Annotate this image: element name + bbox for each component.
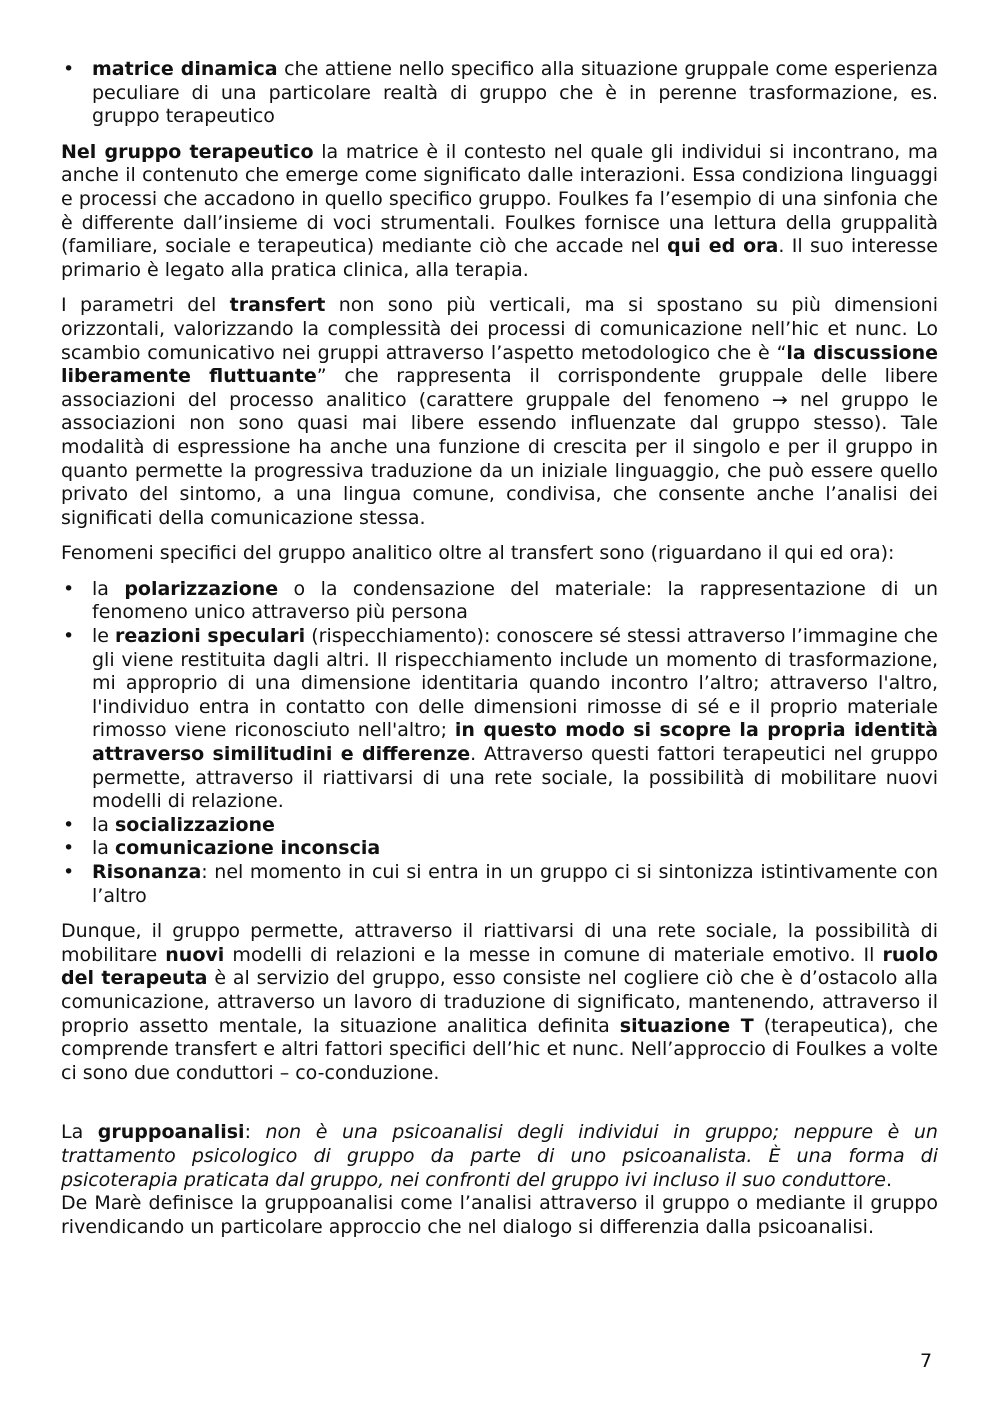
term-identita: in questo modo si scopre la propria identità attraverso similitudini e differenze xyxy=(92,719,938,766)
page-number: 7 xyxy=(920,1350,933,1372)
paragraph-text: modelli di relazioni e la messe in comune di materiale emotivo. Il xyxy=(224,943,883,966)
paragraph-text: non sono più verticali, ma si spostano su più dimensioni orizzontali, valorizzando la complessità dei processi di comunicazione nell’hic et nunc. Lo scambio comunicativo nei gruppi attraverso l’aspetto metodologico che è “ xyxy=(61,294,938,364)
list-item-text: la xyxy=(92,837,115,860)
list-item xyxy=(61,58,938,129)
list-item xyxy=(61,837,938,861)
list-item-text: che attiene nello specifico alla situazione gruppale come esperienza peculiare di una particolare realtà di gruppo che è in perenne trasformazione, es. gruppo terapeutico xyxy=(92,58,938,128)
paragraph-text: la matrice è il contesto nel quale gli individui si incontrano, ma anche il contenuto che emerge come significato dalle interazioni. Essa condiziona linguaggi e processi che accadono in quello specifico gruppo. Foulkes fa l’esempio di una sinfonia che è differente dall’insieme di voci strumentali. Foulkes fornisce una lettura della gruppalità (familiare, sociale e terapeutica) mediante ciò che accade nel xyxy=(61,140,938,258)
list-item-text: (rispecchiamento): conoscere sé stessi attraverso l’immagine che gli viene restituita dagli altri. Il rispecchiamento include un momento di trasformazione, mi approprio di una dimensione identitaria quando incontro l’altro; attraverso l'altro, l'individuo entra in contatto con delle dimensioni rimosse di sé e il proprio materiale rimosso viene riconosciuto nell'altro; xyxy=(92,625,938,742)
paragraph-de-mare: De Marè definisce la gruppoanalisi come l’analisi attraverso il gruppo o mediante il gruppo rivendicando un particolare approccio che nel dialogo si differenzia dalla psicoanalisi. xyxy=(61,1192,938,1238)
list-item-text: la xyxy=(92,577,125,600)
quote-definition: non è una psicoanalisi degli individui in gruppo; neppure è un trattamento psicologico di gruppo da parte di uno psicoanalista. È una forma di psicoterapia praticata dal gruppo, nei confronti del gruppo ivi incluso il suo conduttore xyxy=(61,1121,938,1191)
matrix-bullet-list xyxy=(61,58,938,129)
paragraph-text: Dunque, il gruppo permette, attraverso il riattivarsi di una rete sociale, la possibilità di mobilitare xyxy=(61,920,938,966)
paragraph-gruppo-terapeutico xyxy=(61,141,938,283)
term-polarizzazione: polarizzazione xyxy=(124,577,279,600)
phenomena-bullet-list xyxy=(61,578,938,908)
term-socializzazione: socializzazione xyxy=(114,813,275,836)
paragraph-text: è al servizio del gruppo, esso consiste nel cogliere ciò che è d’ostacolo alla comunicazione, attraverso un lavoro di traduzione di significato, mantenendo, attraverso il proprio assetto mentale, la situazione analitica definita xyxy=(61,967,938,1037)
term-situazione-t: situazione T xyxy=(619,1014,754,1037)
list-item xyxy=(61,625,938,814)
term-qui-ed-ora: qui ed ora xyxy=(667,235,779,258)
term-nuovi: nuovi xyxy=(165,943,225,966)
paragraph-ruolo-terapeuta xyxy=(61,920,938,1085)
paragraph-gruppoanalisi xyxy=(61,1121,938,1192)
list-item xyxy=(61,578,938,625)
term-transfert: transfert xyxy=(229,294,326,317)
paragraph-text: : xyxy=(244,1121,266,1144)
paragraph-text: . Il suo interesse primario è legato alla pratica clinica, alla terapia. xyxy=(61,235,938,281)
list-item xyxy=(61,814,938,838)
list-item-text: la xyxy=(92,813,115,836)
document-page xyxy=(61,58,938,1251)
paragraph-text: . xyxy=(885,1168,892,1191)
paragraph-text: ” che rappresenta il corrispondente gruppale delle libere associazioni del processo analitico (carattere gruppale del fenomeno → nel gruppo le associazioni non sono quasi mai libere essendo influenzate dal gruppo stesso). Tale modalità di espressione ha anche una funzione di crescita per il singolo e per il gruppo in quanto permette la progressiva traduzione da un iniziale linguaggio, che può essere quello privato del sintomo, a una lingua comune, condivisa, che consente anche l’analisi dei significati della comunicazione stessa. xyxy=(61,365,938,529)
term-ruolo-terapeuta: ruolo del terapeuta xyxy=(61,943,938,990)
term-matrice-dinamica: matrice dinamica xyxy=(92,58,278,80)
list-item-text: le xyxy=(92,625,116,648)
list-item xyxy=(61,861,938,908)
list-item-text: o la condensazione del materiale: la rappresentazione di un fenomeno unico attraverso più persona xyxy=(92,577,938,624)
paragraph-text: La xyxy=(61,1121,98,1144)
paragraph-fenomeni: Fenomeni specifici del gruppo analitico oltre al transfert sono (riguardano il qui ed ora): xyxy=(61,542,895,565)
term-risonanza: Risonanza xyxy=(92,861,202,883)
list-item-text: : nel momento in cui si entra in un gruppo ci si sintonizza istintivamente con l’altro xyxy=(92,861,938,907)
blank-line xyxy=(61,1097,938,1121)
term-gruppo-terapeutico: Nel gruppo terapeutico xyxy=(61,140,314,163)
term-gruppoanalisi: gruppoanalisi xyxy=(97,1121,245,1144)
term-reazioni-speculari: reazioni speculari xyxy=(115,625,306,648)
term-discussione-fluttuante: la discussione liberamente fluttuante xyxy=(61,341,938,388)
paragraph-text: (terapeutica), che comprende transfert e altri fattori specifici dell’hic et nunc. Nell’approccio di Foulkes a volte ci sono due conduttori – co-conduzione. xyxy=(61,1014,938,1084)
list-item-text: . Attraverso questi fattori terapeutici nel gruppo permette, attraverso il riattivarsi di una rete sociale, la possibilità di mobilitare nuovi modelli di relazione. xyxy=(92,743,938,813)
term-comunicazione-inconscia: comunicazione inconscia xyxy=(114,837,381,860)
paragraph-transfert xyxy=(61,294,938,530)
paragraph-text: I parametri del xyxy=(61,294,230,317)
